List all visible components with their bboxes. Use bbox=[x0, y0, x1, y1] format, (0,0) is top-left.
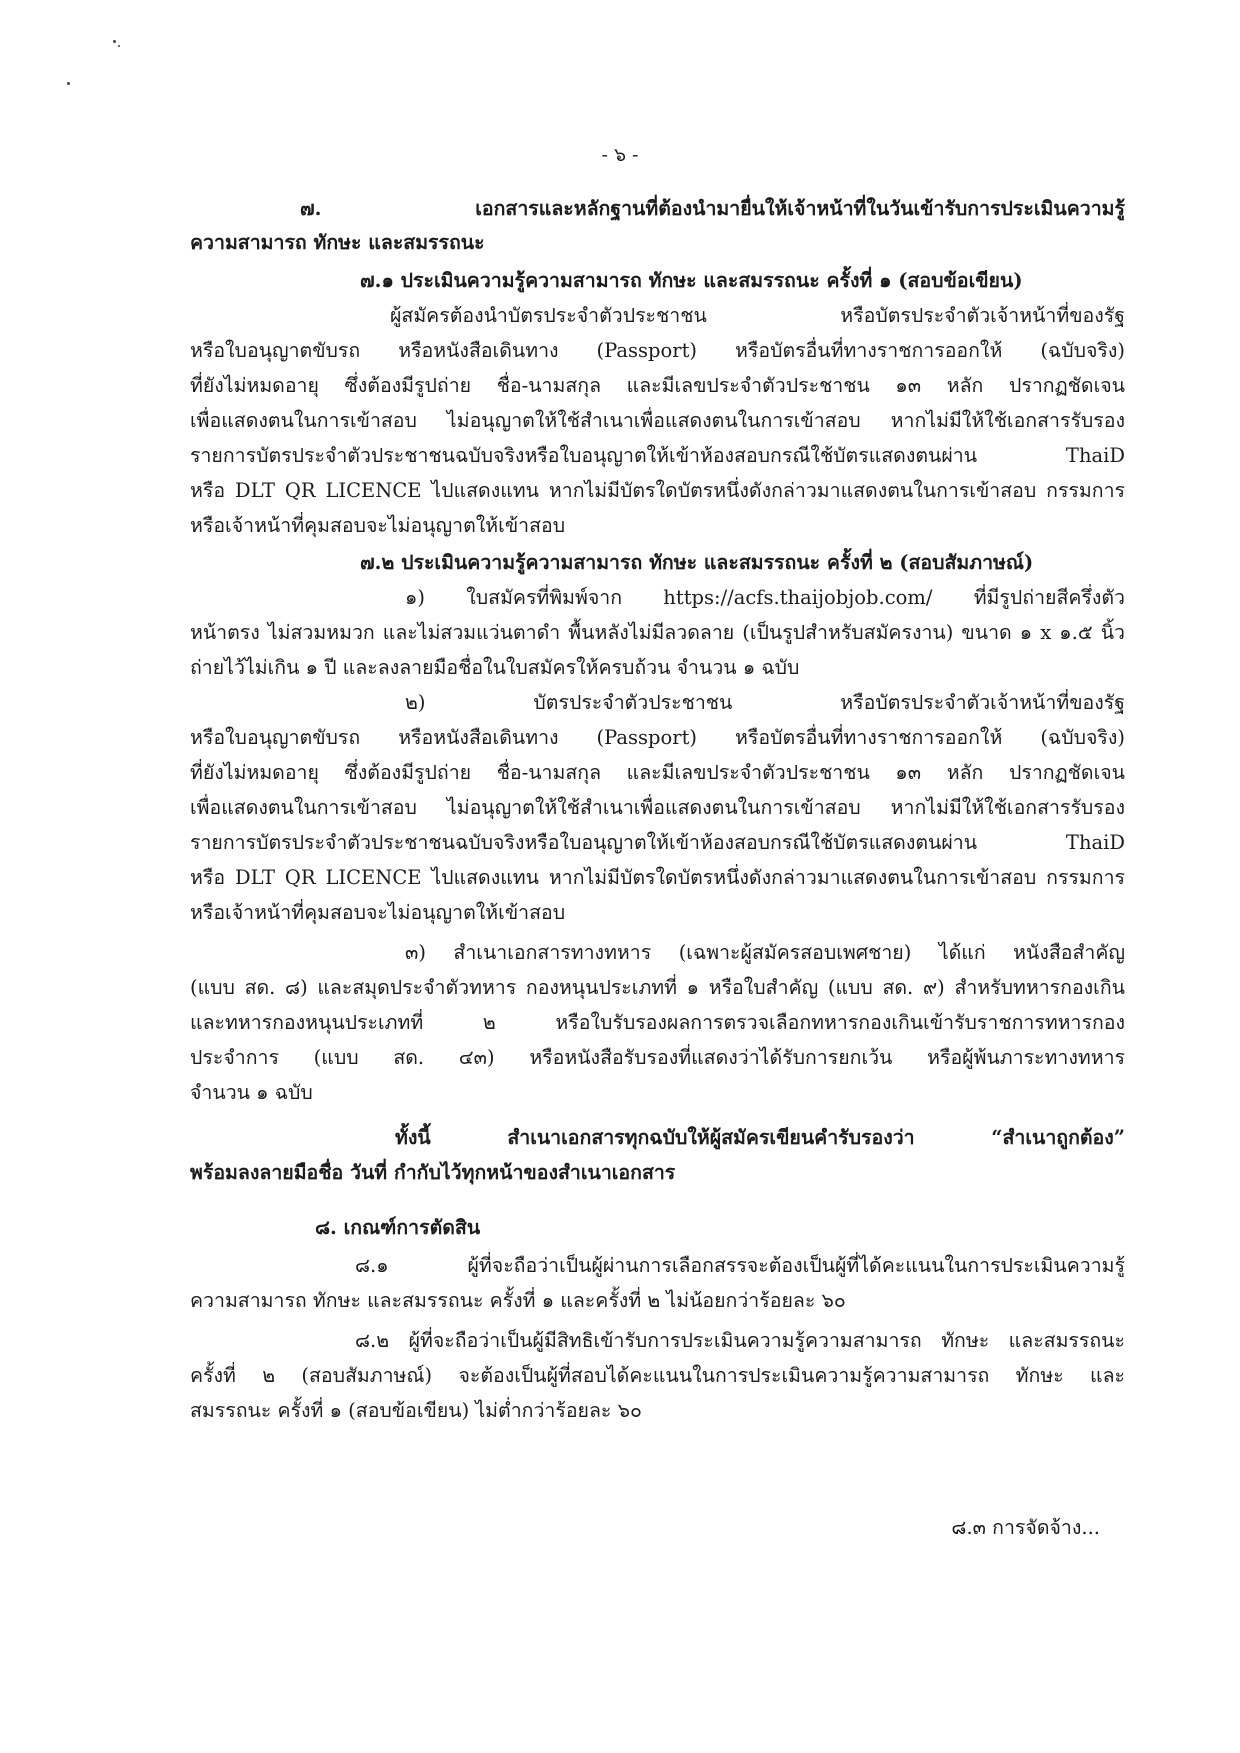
section-7-2-heading: ๗.๒ ประเมินความรู้ความสามารถ ทักษะ และสมรรถนะ ครั้งที่ ๒ (สอบสัมภาษณ์) bbox=[360, 551, 1034, 574]
criterion-8-1-line: ความสามารถ ทักษะ และสมรรถนะ ครั้งที่ ๑ และครั้งที่ ๒ ไม่น้อยกว่าร้อยละ ๖๐ bbox=[190, 1289, 846, 1312]
scan-speck bbox=[113, 40, 116, 43]
section-7-heading-line-1: ๗. เอกสารและหลักฐานที่ต้องนำมายื่นให้เจ้าหน้าที่ในวันเข้ารับการประเมินความรู้ bbox=[300, 197, 1125, 220]
section-7-1-para-line: หรือ DLT QR LICENCE ไปแสดงแทน หากไม่มีบัตรใดบัตรหนึ่งดังกล่าวมาแสดงตนในการเข้าสอบ กรรมการ bbox=[190, 479, 1125, 502]
item-3-line: และทหารกองหนุนประเภทที่ ๒ หรือใบรับรองผลการตรวจเลือกทหารกองเกินเข้ารับราชการทหารกอง bbox=[190, 1011, 1125, 1034]
item-3-line: ๓) สำเนาเอกสารทางทหาร (เฉพาะผู้สมัครสอบเพศชาย) ได้แก่ หนังสือสำคัญ bbox=[405, 941, 1125, 964]
section-8-heading: ๘. เกณฑ์การตัดสิน bbox=[315, 1216, 481, 1239]
item-2-line: เพื่อแสดงตนในการเข้าสอบ ไม่อนุญาตให้ใช้สำเนาเพื่อแสดงตนในการเข้าสอบ หากไม่มีให้ใช้เอกสารรับรอง bbox=[190, 796, 1125, 819]
certification-note-line-1: ทั้งนี้ สำเนาเอกสารทุกฉบับให้ผู้สมัครเขียนคำรับรองว่า “สำเนาถูกต้อง” bbox=[395, 1126, 1125, 1149]
section-7-1-heading: ๗.๑ ประเมินความรู้ความสามารถ ทักษะ และสมรรถนะ ครั้งที่ ๑ (สอบข้อเขียน) bbox=[360, 269, 1023, 292]
item-2-line: ๒) บัตรประจำตัวประชาชน หรือบัตรประจำตัวเจ้าหน้าที่ของรัฐ bbox=[405, 691, 1125, 714]
item-2-line: ที่ยังไม่หมดอายุ ซึ่งต้องมีรูปถ่าย ชื่อ-นามสกุล และมีเลขประจำตัวประชาชน ๑๓ หลัก ปรากฏชัดเจน bbox=[190, 761, 1125, 784]
scan-speck bbox=[67, 82, 70, 85]
item-1-line: หน้าตรง ไม่สวมหมวก และไม่สวมแว่นตาดำ พื้นหลังไม่มีลวดลาย (เป็นรูปสำหรับสมัครงาน) ขนาด ๑ x ๑.๕ นิ้ว bbox=[190, 621, 1125, 644]
scan-speck bbox=[118, 45, 120, 47]
criterion-8-2-line: ครั้งที่ ๒ (สอบสัมภาษณ์) จะต้องเป็นผู้ที่สอบได้คะแนนในการประเมินความรู้ความสามารถ ทักษะ และ bbox=[190, 1364, 1125, 1387]
item-2-line: หรือใบอนุญาตขับรถ หรือหนังสือเดินทาง (Passport) หรือบัตรอื่นที่ทางราชการออกให้ (ฉบับจริง) bbox=[190, 726, 1125, 749]
item-3-line: ประจำการ (แบบ สด. ๔๓) หรือหนังสือรับรองที่แสดงว่าได้รับการยกเว้น หรือผู้พ้นภาระทางทหาร bbox=[190, 1046, 1125, 1069]
section-7-1-para-line: รายการบัตรประจำตัวประชาชนฉบับจริงหรือใบอนุญาตให้เข้าห้องสอบกรณีใช้บัตรแสดงตนผ่าน ThaiD bbox=[190, 444, 1125, 467]
section-7-1-para-line: หรือใบอนุญาตขับรถ หรือหนังสือเดินทาง (Passport) หรือบัตรอื่นที่ทางราชการออกให้ (ฉบับจริง) bbox=[190, 339, 1125, 362]
continuation-footer: ๘.๓ การจัดจ้าง... bbox=[951, 1516, 1100, 1539]
item-2-line: หรือเจ้าหน้าที่คุมสอบจะไม่อนุญาตให้เข้าสอบ bbox=[190, 901, 566, 924]
item-2-line: รายการบัตรประจำตัวประชาชนฉบับจริงหรือใบอนุญาตให้เข้าห้องสอบกรณีใช้บัตรแสดงตนผ่าน ThaiD bbox=[190, 831, 1125, 854]
section-7-1-para-line: ผู้สมัครต้องนำบัตรประจำตัวประชาชน หรือบัตรประจำตัวเจ้าหน้าที่ของรัฐ bbox=[390, 304, 1125, 327]
section-7-1-para-line: หรือเจ้าหน้าที่คุมสอบจะไม่อนุญาตให้เข้าสอบ bbox=[190, 514, 566, 537]
section-7-1-para-line: เพื่อแสดงตนในการเข้าสอบ ไม่อนุญาตให้ใช้สำเนาเพื่อแสดงตนในการเข้าสอบ หากไม่มีให้ใช้เอกสารรับรอง bbox=[190, 409, 1125, 432]
section-7-heading-line-2: ความสามารถ ทักษะ และสมรรถนะ bbox=[190, 231, 485, 254]
item-3-line: จำนวน ๑ ฉบับ bbox=[190, 1081, 313, 1104]
criterion-8-1-line: ๘.๑ ผู้ที่จะถือว่าเป็นผู้ผ่านการเลือกสรรจะต้องเป็นผู้ที่ได้คะแนนในการประเมินความรู้ bbox=[355, 1254, 1125, 1277]
certification-note-line-2: พร้อมลงลายมือชื่อ วันที่ กำกับไว้ทุกหน้าของสำเนาเอกสาร bbox=[190, 1161, 676, 1184]
section-7-1-para-line: ที่ยังไม่หมดอายุ ซึ่งต้องมีรูปถ่าย ชื่อ-นามสกุล และมีเลขประจำตัวประชาชน ๑๓ หลัก ปรากฏชัดเจน bbox=[190, 374, 1125, 397]
item-2-line: หรือ DLT QR LICENCE ไปแสดงแทน หากไม่มีบัตรใดบัตรหนึ่งดังกล่าวมาแสดงตนในการเข้าสอบ กรรมการ bbox=[190, 866, 1125, 889]
item-1-line: ๑) ใบสมัครที่พิมพ์จาก https://acfs.thaijobjob.com/ ที่มีรูปถ่ายสีครึ่งตัว bbox=[405, 586, 1125, 609]
item-3-line: (แบบ สด. ๘) และสมุดประจำตัวทหาร กองหนุนประเภทที่ ๑ หรือใบสำคัญ (แบบ สด. ๙) สำหรับทหารกองเกิน bbox=[190, 976, 1125, 999]
page-number: - ๖ - bbox=[601, 144, 639, 166]
item-1-line: ถ่ายไว้ไม่เกิน ๑ ปี และลงลายมือชื่อในใบสมัครให้ครบถ้วน จำนวน ๑ ฉบับ bbox=[190, 656, 800, 679]
criterion-8-2-line: สมรรถนะ ครั้งที่ ๑ (สอบข้อเขียน) ไม่ต่ำกว่าร้อยละ ๖๐ bbox=[190, 1399, 642, 1422]
criterion-8-2-line: ๘.๒ ผู้ที่จะถือว่าเป็นผู้มีสิทธิเข้ารับการประเมินความรู้ความสามารถ ทักษะ และสมรรถนะ bbox=[355, 1329, 1125, 1352]
